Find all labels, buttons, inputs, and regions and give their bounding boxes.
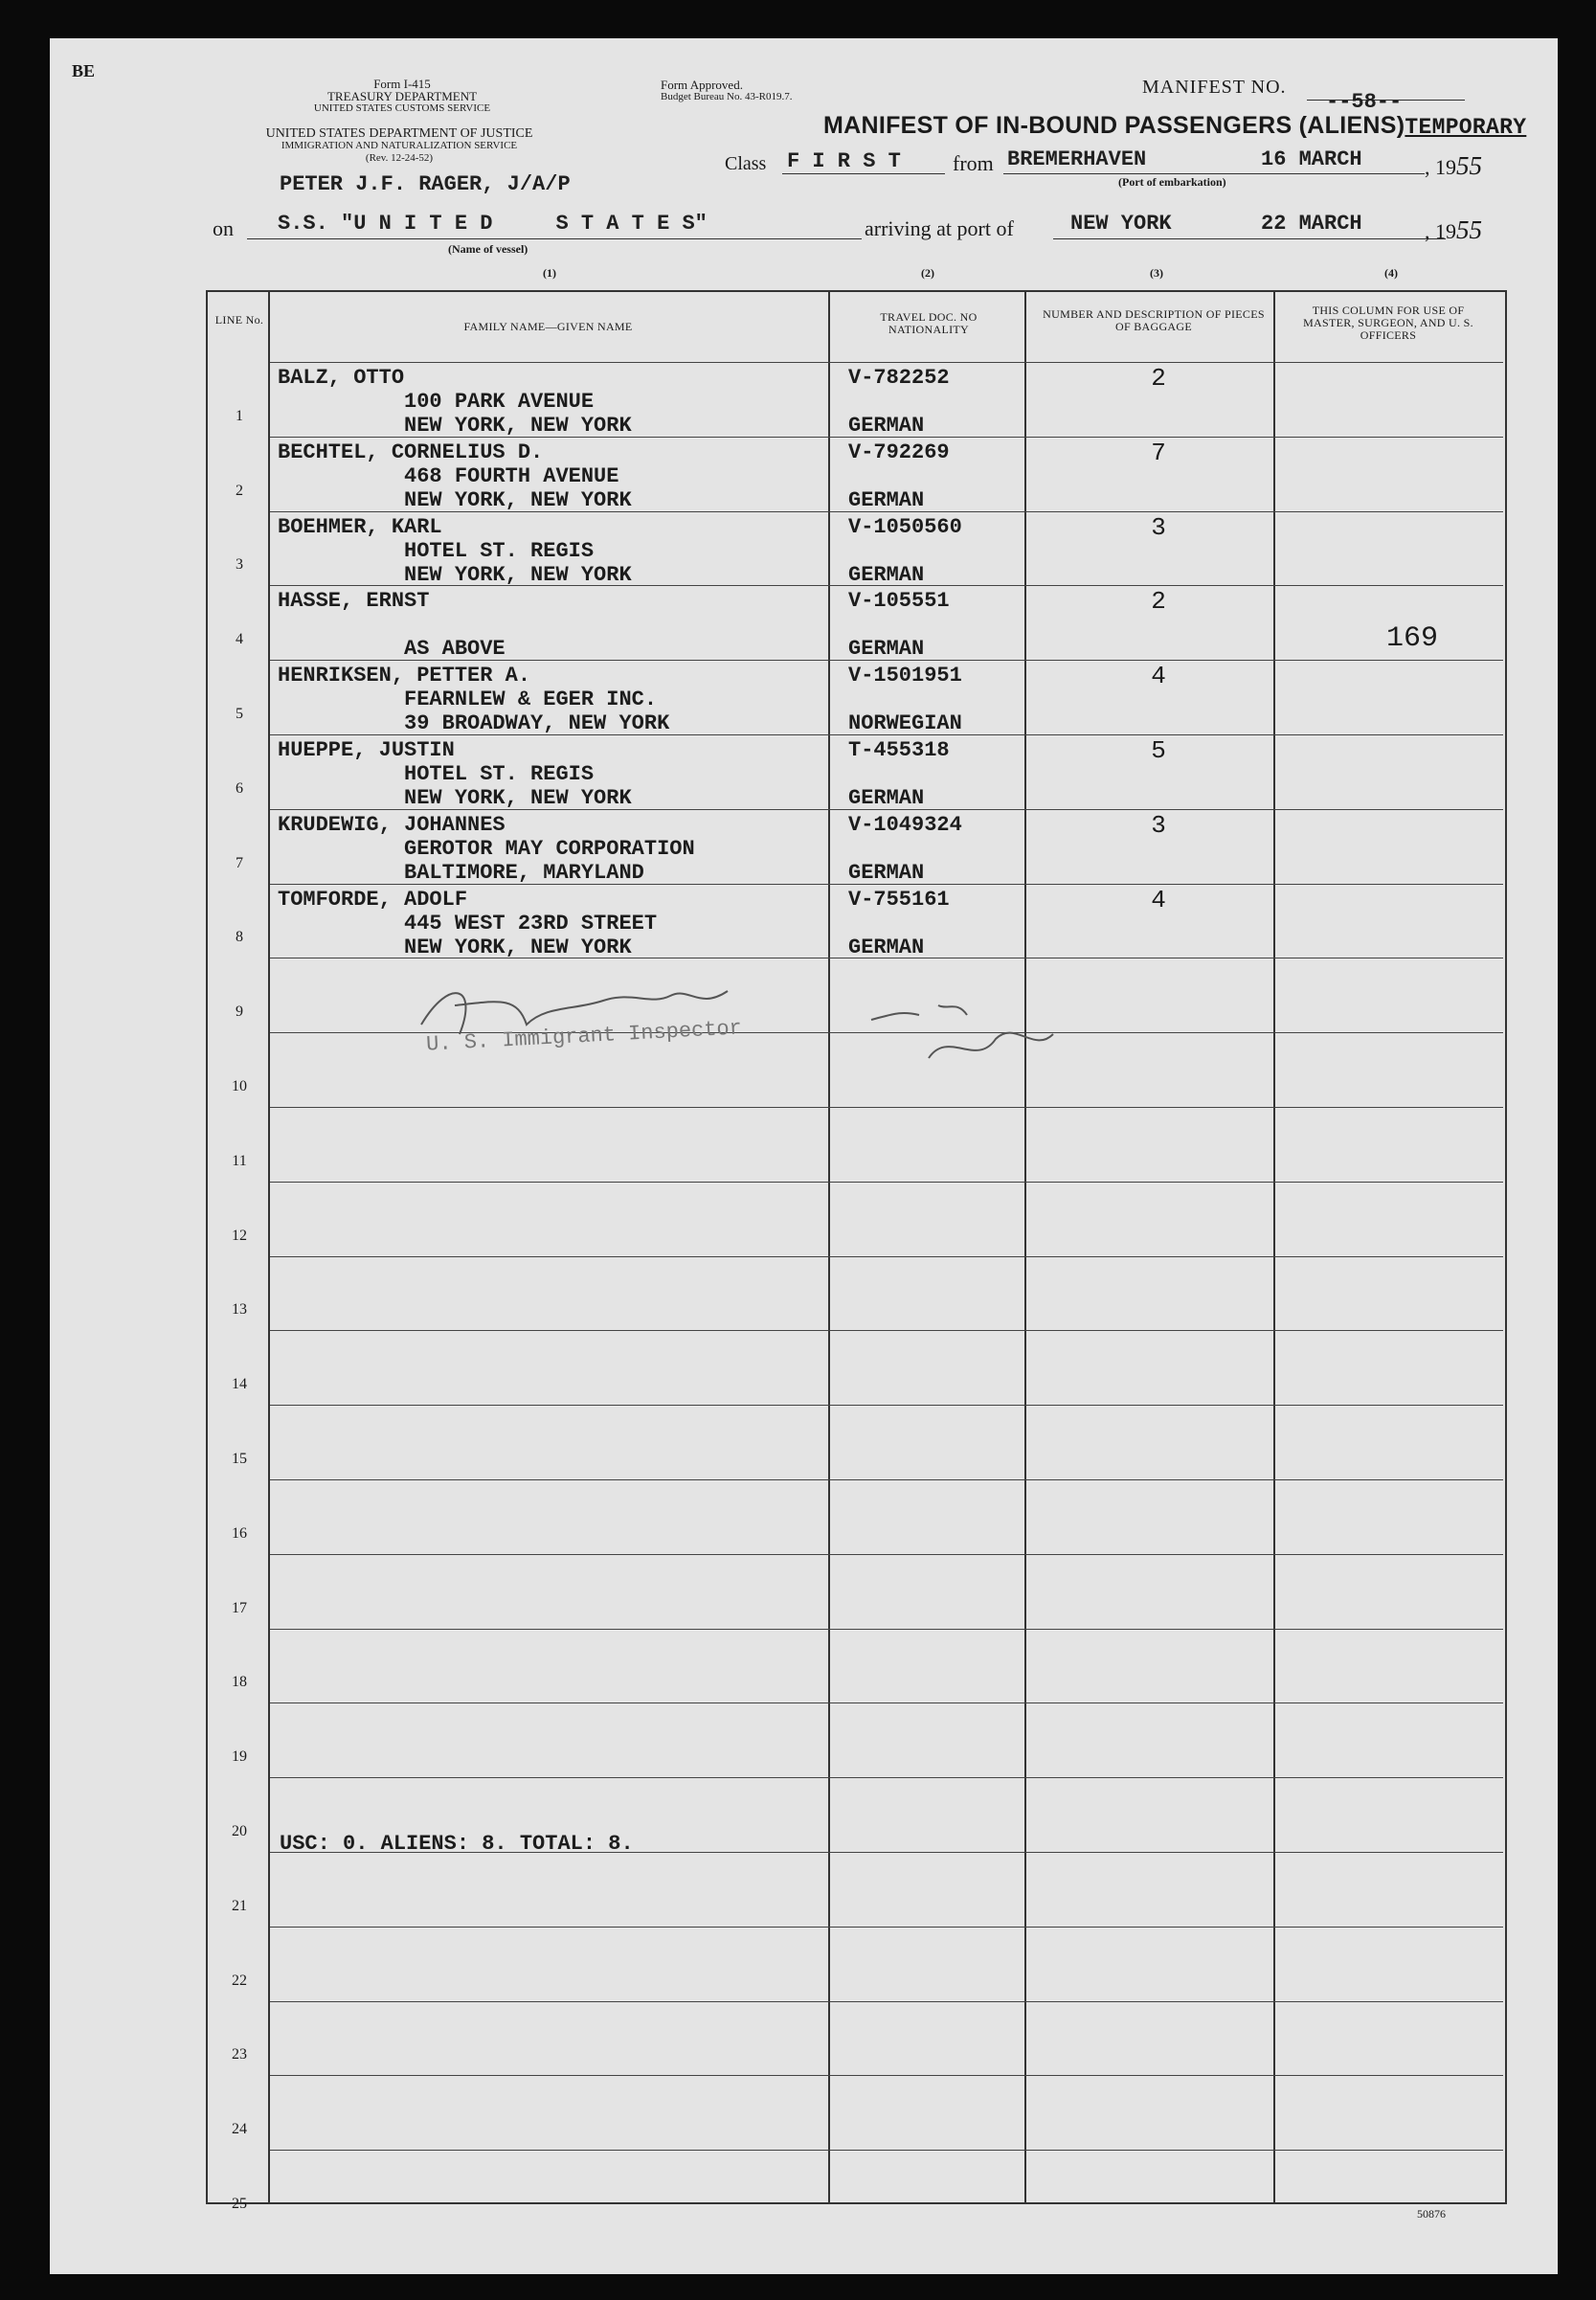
embarkation-port: BREMERHAVEN [1007,147,1147,171]
passenger-travel-doc: V-1050560 [848,515,962,539]
arrival-underline [1053,238,1446,239]
passenger-name-address [278,813,695,885]
from-underline [1003,173,1425,174]
passenger-baggage-count: 4 [1151,886,1166,914]
passenger-baggage-count: 3 [1151,811,1166,840]
from-label: from [953,151,994,175]
passenger-name-address [278,738,632,810]
col-divider-bags [1273,290,1275,2202]
embarkation-date: 16 MARCH [1261,147,1362,171]
row-line [270,1256,1503,1257]
passenger-address-line: AS ABOVE [278,637,506,661]
passenger-nationality: GERMAN [848,488,925,512]
row-line [270,1330,1503,1331]
passenger-name-address [278,515,632,587]
embarkation-year-handwritten: 55 [1456,151,1482,180]
passenger-nationality: GERMAN [848,786,925,810]
passenger-nationality: GERMAN [848,637,925,661]
passenger-name: BALZ, OTTO [278,366,405,390]
row-number: 24 [232,2121,247,2137]
passenger-address-line: GEROTOR MAY CORPORATION [278,837,695,861]
officer-header: THIS COLUMN FOR USE OF MASTER, SURGEON, AND U. S. OFFICERS [1303,304,1473,342]
passenger-nationality: GERMAN [848,563,925,587]
row-number: 4 [236,631,243,647]
passenger-baggage-count: 2 [1151,364,1166,393]
row-line [270,1777,1503,1778]
passenger-baggage-count: 2 [1151,587,1166,616]
officer-note: 169 [1386,622,1439,655]
treasury-dept: TREASURY DEPARTMENT [326,89,478,103]
passenger-name: TOMFORDE, ADOLF [278,888,468,912]
row-number: 13 [232,1301,247,1318]
passenger-travel-doc: V-1501951 [848,664,962,688]
arrival-year [1425,215,1482,245]
manifest-title-suffix: TEMPORARY [1405,115,1527,140]
col-divider-name [828,290,830,2202]
row-number: 23 [232,2046,247,2063]
passenger-name: HASSE, ERNST [278,589,430,613]
row-line [270,1629,1503,1630]
col-1-number: (1) [543,266,556,280]
passenger-address-line: 445 WEST 23RD STREET [278,912,658,936]
passenger-address-line: NEW YORK, NEW YORK [278,414,632,438]
passenger-address-line [278,613,506,637]
passenger-name-address [278,888,657,959]
row-line [270,2001,1503,2002]
row-number: 17 [232,1600,247,1616]
passenger-travel-doc: T-455318 [848,738,950,762]
passenger-baggage-count: 3 [1151,513,1166,542]
passenger-name: BECHTEL, CORNELIUS D. [278,440,544,464]
row-line [270,2150,1503,2151]
passenger-summary: USC: 0. ALIENS: 8. TOTAL: 8. [280,1832,634,1856]
passenger-address-line: 468 FOURTH AVENUE [278,464,619,488]
passenger-address-line: 100 PARK AVENUE [278,390,595,414]
form-revision: (Rev. 12-24-52) [365,152,434,164]
name-header: FAMILY NAME—GIVEN NAME [463,320,633,333]
footer-code: 50876 [1417,2207,1446,2221]
row-number: 3 [236,556,243,573]
passenger-baggage-count: 5 [1151,736,1166,765]
vessel-name: S.S. "U N I T E D S T A T E S" [278,212,708,236]
passenger-baggage-count: 4 [1151,662,1166,690]
manifest-no-value: --58-- [1326,90,1403,114]
form-agency-block [287,78,517,115]
row-line [270,1405,1503,1406]
manifest-no-label: MANIFEST NO. [1142,77,1287,98]
passenger-address-line: FEARNLEW & EGER INC. [278,688,658,711]
passenger-address-line: NEW YORK, NEW YORK [278,488,632,512]
passenger-address-line: HOTEL ST. REGIS [278,539,595,563]
row-number: 1 [236,408,243,424]
inspector-stamp: U. S. Immigrant Inspector [425,1016,743,1057]
vessel-caption: (Name of vessel) [448,242,528,256]
class-underline [782,173,945,174]
budget-bureau: Budget Bureau No. 43-R019.7. [661,91,793,102]
row-line [270,1702,1503,1703]
row-number: 15 [232,1451,247,1467]
arrival-date: 22 MARCH [1261,212,1362,236]
col-2-number: (2) [921,266,934,280]
col-divider-doc [1024,290,1026,2202]
passenger-travel-doc: V-792269 [848,440,950,464]
passenger-name-address [278,440,632,512]
col-4-number: (4) [1384,266,1398,280]
passenger-name-address [278,589,506,661]
form-number: Form I-415 [373,77,431,91]
passenger-name: HENRIKSEN, PETTER A. [278,664,531,688]
embarkation-year [1425,151,1482,181]
row-line [270,2075,1503,2076]
row-number: 12 [232,1228,247,1244]
header-bottom-line [270,362,1503,363]
vessel-underline [247,238,862,239]
class-label: Class [725,153,767,174]
class-value: F I R S T [787,149,901,173]
manifest-title-text: MANIFEST OF IN-BOUND PASSENGERS (ALIENS) [823,112,1405,139]
justice-dept-block [213,127,586,165]
passenger-travel-doc: V-755161 [848,888,950,912]
passenger-travel-doc: V-782252 [848,366,950,390]
row-line [270,1182,1503,1183]
justice-dept: UNITED STATES DEPARTMENT OF JUSTICE [265,126,533,141]
row-number: 5 [236,706,243,722]
manifest-title [823,112,1526,140]
passenger-address-line: NEW YORK, NEW YORK [278,786,632,810]
row-number: 21 [232,1898,247,1914]
row-number: 2 [236,483,243,499]
passenger-address-line: NEW YORK, NEW YORK [278,936,632,959]
row-number: 8 [236,929,243,945]
row-line [270,1554,1503,1555]
passenger-address-line: HOTEL ST. REGIS [278,762,595,786]
row-number: 9 [236,1003,243,1020]
passenger-name: BOEHMER, KARL [278,515,442,539]
page-corner-mark: BE [72,61,96,80]
passenger-name-address [278,664,669,735]
row-number: 14 [232,1376,247,1392]
passenger-nationality: GERMAN [848,861,925,885]
embarkation-year-prefix: , 19 [1425,155,1456,179]
passenger-address-line: NEW YORK, NEW YORK [278,563,632,587]
passenger-name: HUEPPE, JUSTIN [278,738,455,762]
arrival-year-handwritten: 55 [1456,215,1482,244]
agent-name: PETER J.F. RAGER, J/A/P [280,172,571,196]
passenger-baggage-count: 7 [1151,439,1166,467]
row-line [270,1479,1503,1480]
passenger-travel-doc: V-1049324 [848,813,962,837]
row-line [270,1107,1503,1108]
row-number: 11 [232,1153,247,1169]
passenger-travel-doc: V-105551 [848,589,950,613]
arrival-year-prefix: , 19 [1425,219,1456,243]
line-no-header: LINE No. [214,313,264,327]
row-number: 16 [232,1525,247,1542]
passenger-nationality: GERMAN [848,936,925,959]
row-number: 18 [232,1674,247,1690]
embarkation-caption: (Port of embarkation) [1118,175,1226,189]
passenger-address-line: BALTIMORE, MARYLAND [278,861,644,885]
form-approved: Form Approved. [661,78,743,92]
customs-service: UNITED STATES CUSTOMS SERVICE [313,102,491,114]
passenger-name: KRUDEWIG, JOHANNES [278,813,506,837]
row-number: 20 [232,1823,247,1839]
on-label: on [213,216,234,240]
row-number: 22 [232,1973,247,1989]
passenger-address-line: 39 BROADWAY, NEW YORK [278,711,670,735]
col-divider-line-no [268,290,270,2202]
initials-handwriting [862,981,1130,1087]
col-3-number: (3) [1150,266,1163,280]
inspector-signature [412,967,862,1072]
passenger-name-address [278,366,632,438]
row-number: 19 [232,1748,247,1765]
row-number: 25 [232,2196,247,2212]
doc-header: TRAVEL DOC. NO NATIONALITY [880,310,978,336]
row-line [270,1927,1503,1928]
row-number: 10 [232,1078,247,1094]
row-number: 6 [236,780,243,797]
passenger-nationality: NORWEGIAN [848,711,962,735]
row-number: 7 [236,855,243,871]
approval-block [661,79,852,103]
arrival-port: NEW YORK [1070,212,1172,236]
passenger-nationality: GERMAN [848,414,925,438]
arriving-label: arriving at port of [865,216,1014,240]
baggage-header: NUMBER AND DESCRIPTION OF PIECES OF BAGGAGE [1043,307,1265,333]
ins-service: IMMIGRATION AND NATURALIZATION SERVICE [281,140,518,151]
